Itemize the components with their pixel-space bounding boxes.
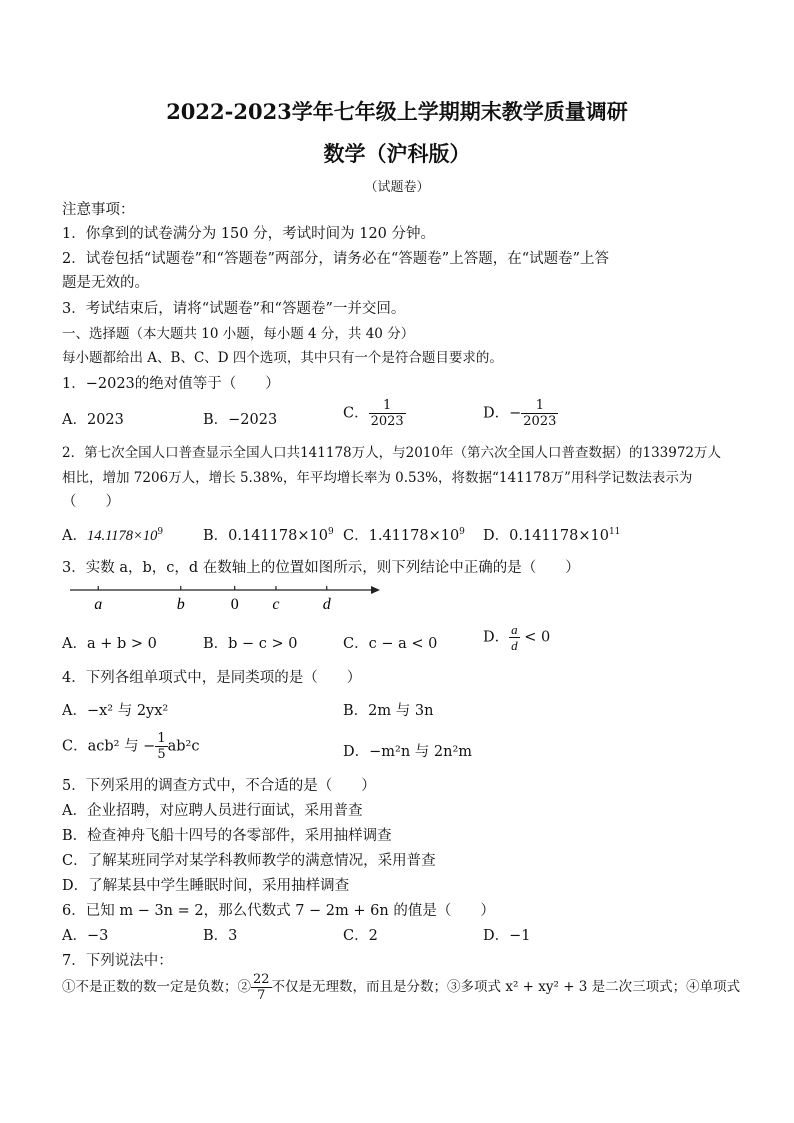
notice-item-1: 1．你拿到的试卷满分为 150 分，考试时间为 120 分钟。 xyxy=(62,226,436,242)
q1-option-d xyxy=(483,398,558,429)
q7-fraction xyxy=(251,972,272,1003)
q1-option-b: B．−2023 xyxy=(203,412,278,428)
number-line-arrow-icon xyxy=(371,586,380,594)
q6-option-c: C．2 xyxy=(343,928,378,944)
q2-option-c-label: C． xyxy=(343,528,369,544)
q3-option-b: B．b − c > 0 xyxy=(203,636,298,652)
q1-option-c xyxy=(343,398,406,429)
q3-option-c: C．c − a < 0 xyxy=(343,636,438,652)
q7-fraction-denominator: 7 xyxy=(257,988,266,1003)
notice-item-2-line-2: 题是无效的。 xyxy=(62,275,149,291)
q3-option-d-denominator: d xyxy=(511,638,518,653)
q4-option-c-prefix: C．acb² 与 − xyxy=(62,738,156,755)
q1-option-c-numerator: 1 xyxy=(369,398,406,414)
paper-type: （试题卷） xyxy=(364,180,430,195)
q1-option-c-label: C． xyxy=(343,405,369,422)
q5-option-a: A．企业招聘，对应聘人员进行面试，采用普查 xyxy=(62,803,363,819)
q7-statements-part-1: ①不是正数的数一定是负数；② xyxy=(62,979,251,995)
number-line-label-zero: 0 xyxy=(230,596,239,613)
q1-option-c-denominator: 2023 xyxy=(370,414,404,429)
q2-option-d-base: 0.141178×10 xyxy=(509,528,609,544)
q3-number-line xyxy=(68,578,384,618)
q2-option-c-exponent: 9 xyxy=(459,527,465,538)
q3-stem: 3．实数 a，b，c，d 在数轴上的位置如图所示，则下列结论中正确的是（ ） xyxy=(62,560,580,576)
q5-option-d: D．了解某县中学生睡眠时间，采用抽样调查 xyxy=(62,878,350,894)
q1-option-d-denominator: 2023 xyxy=(523,414,557,429)
q4-stem: 4．下列各组单项式中，是同类项的是（ ） xyxy=(62,670,362,686)
section-1-heading: 一、选择题（本大题共 10 小题，每小题 4 分，共 40 分） xyxy=(62,326,415,342)
q6-option-b: B．3 xyxy=(203,928,238,944)
q2-option-a xyxy=(62,524,163,545)
q6-option-a: A．−3 xyxy=(62,928,109,944)
q4-option-a: A．−x² 与 2yx² xyxy=(62,703,169,719)
notice-heading: 注意事项： xyxy=(62,202,135,218)
q2-option-a-label: A． xyxy=(62,528,87,544)
q6-option-d: D．−1 xyxy=(483,928,531,944)
q3-option-d-tail: < 0 xyxy=(519,629,551,646)
q1-option-d-numerator: 1 xyxy=(521,398,558,414)
q7-fraction-numerator: 22 xyxy=(253,972,270,987)
q3-option-d-numerator: a xyxy=(511,622,518,637)
q2-option-c-base: 1.41178×10 xyxy=(368,528,460,544)
q5-stem: 5．下列采用的调查方式中，不合适的是（ ） xyxy=(62,778,376,794)
notice-item-3: 3．考试结束后，请将“试题卷”和“答题卷”一并交回。 xyxy=(62,301,406,317)
q7-stem: 7．下列说法中： xyxy=(62,953,173,969)
q7-statements-part-2: 不仅是无理数，而且是分数；③多项式 x² + xy² + 3 是二次三项式；④单项式 xyxy=(271,979,741,995)
q2-option-d-exponent: 11 xyxy=(608,527,621,538)
q4-option-c-fraction xyxy=(155,731,167,762)
q4-option-d: D．−m²n 与 2n²m xyxy=(343,744,473,760)
number-line-label-a: a xyxy=(94,596,103,613)
q1-option-c-fraction xyxy=(369,398,406,429)
q6-stem: 6．已知 m − 3n = 2，那么代数式 7 − 2m + 6n 的值是（ ） xyxy=(62,903,495,919)
q3-option-d xyxy=(483,622,550,653)
notice-item-2-line-1: 2．试卷包括“试题卷”和“答题卷”两部分，请务必在“答题卷”上答题，在“试题卷”上答 xyxy=(62,251,610,267)
q2-option-d-label: D． xyxy=(483,528,510,544)
q4-option-c xyxy=(62,731,199,762)
q2-option-b-exponent: 9 xyxy=(327,527,334,538)
q3-option-d-fraction xyxy=(509,622,520,653)
q2-line-1: 2．第七次全国人口普查显示全国人口共141178万人，与2010年（第六次全国人口普查数据）的133972万人 xyxy=(62,445,722,461)
number-line-label-b: b xyxy=(176,596,185,613)
q2-option-d xyxy=(483,524,620,545)
q2-option-b-label: B． xyxy=(203,528,229,544)
q2-line-3: （ ） xyxy=(62,494,120,510)
q4-option-c-denominator: 5 xyxy=(157,747,166,762)
q2-option-a-base: 14.1178×10 xyxy=(86,528,158,544)
q5-option-c: C．了解某班同学对某学科教师教学的满意情况，采用普查 xyxy=(62,853,436,869)
q4-option-c-numerator: 1 xyxy=(157,731,166,746)
q1-stem: 1．−2023的绝对值等于（ ） xyxy=(62,376,280,392)
number-line-label-d: d xyxy=(322,596,331,613)
exam-title: 2022-2023学年七年级上学期期末教学质量调研 xyxy=(166,99,628,124)
q2-option-b xyxy=(203,524,334,545)
q2-option-b-base: 0.141178×10 xyxy=(228,528,328,544)
q7-statements xyxy=(62,972,740,1003)
q1-option-a: A．2023 xyxy=(62,412,124,428)
exam-subtitle: 数学（沪科版） xyxy=(323,141,471,166)
q3-option-a: A．a + b > 0 xyxy=(62,636,157,652)
q3-option-d-label: D． xyxy=(483,629,510,646)
q5-option-b: B．检查神舟飞船十四号的各零部件，采用抽样调查 xyxy=(62,828,392,844)
number-line-label-c: c xyxy=(272,596,280,613)
q2-option-c xyxy=(343,524,465,545)
q2-option-a-exponent: 9 xyxy=(157,527,164,538)
q1-option-d-label: D．− xyxy=(483,405,522,422)
q4-option-c-suffix: ab²c xyxy=(167,738,200,755)
q4-option-b: B．2m 与 3n xyxy=(343,703,434,719)
section-1-instruction: 每小题都给出 A、B、C、D 四个选项，其中只有一个是符合题目要求的。 xyxy=(62,350,503,366)
q2-line-2: 相比，增加 7206万人，增长 5.38%，年平均增长率为 0.53%，将数据“141178万”用科学记数法表示为 xyxy=(62,470,693,486)
q1-option-d-fraction xyxy=(521,398,558,429)
